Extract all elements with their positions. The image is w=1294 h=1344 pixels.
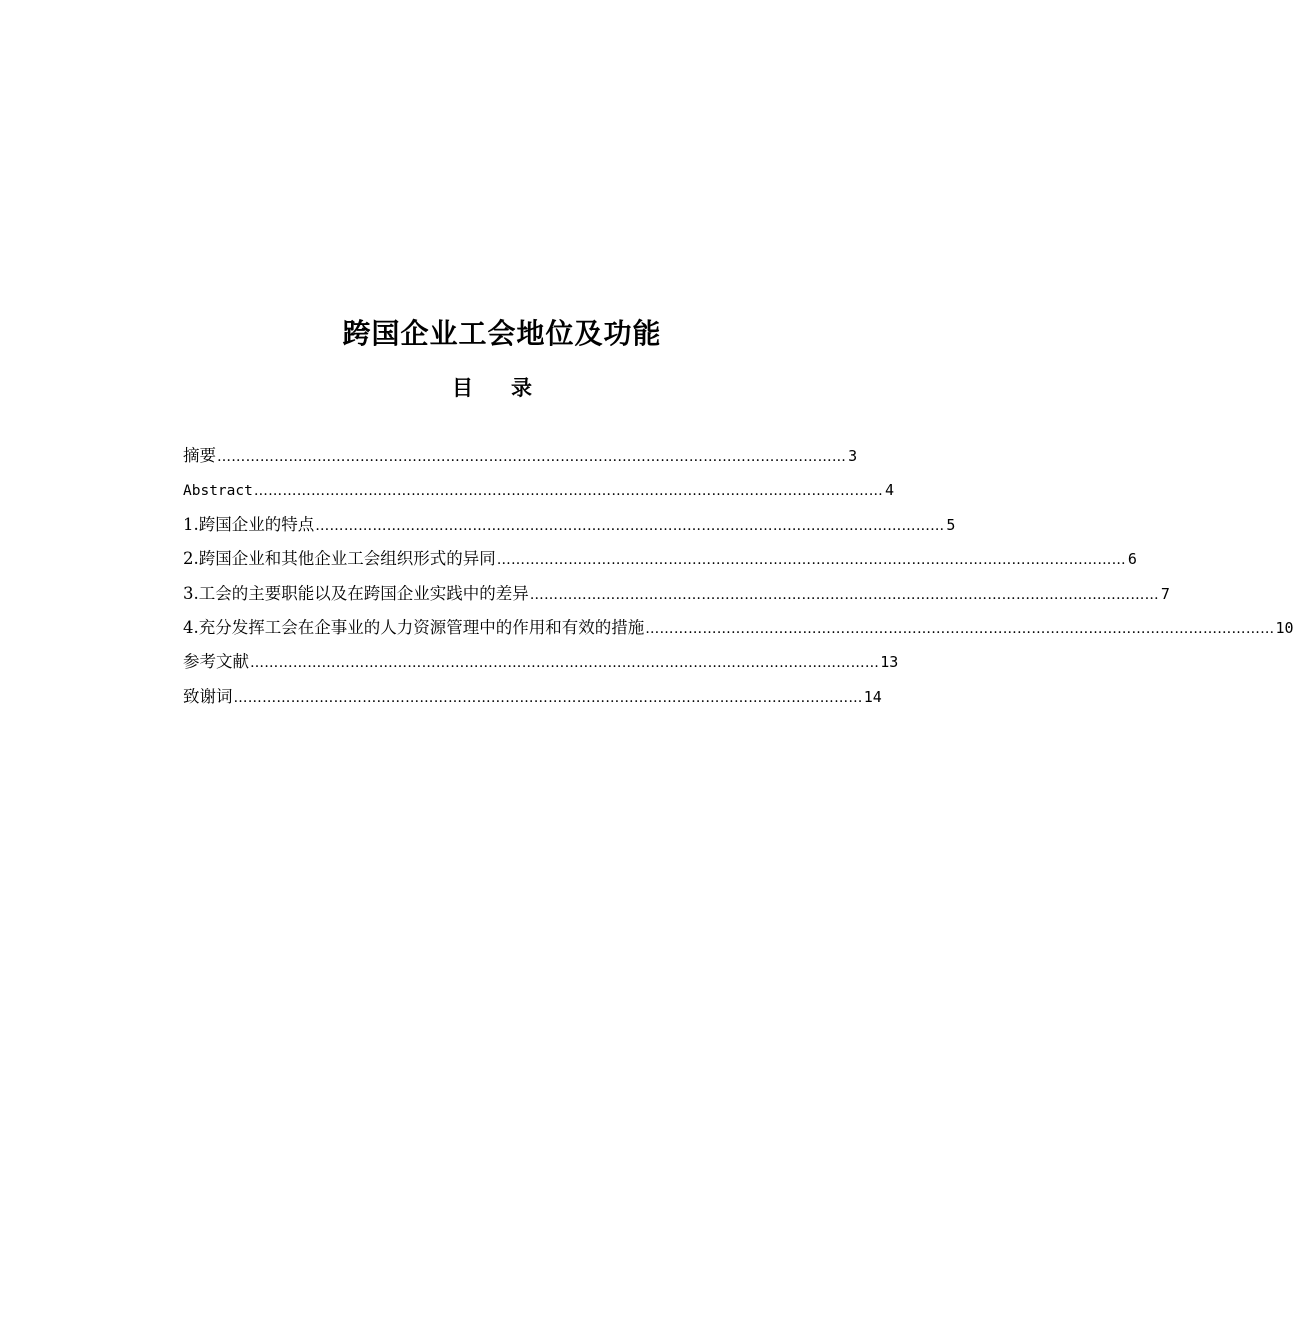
toc-leader-dots: …………………………………………………………………………………………………………………… <box>233 689 863 706</box>
toc-leader-dots: …………………………………………………………………………………………………………………… <box>217 449 847 465</box>
toc-leader-dots: …………………………………………………………………………………………………………………… <box>315 517 945 534</box>
toc-entry-abstract-en[interactable] <box>183 477 895 511</box>
toc-leader-dots: …………………………………………………………………………………………………………………… <box>250 655 880 672</box>
toc-entry-label: 摘要 <box>183 446 216 465</box>
toc-entry-label: 3.工会的主要职能以及在跨国企业实践中的差异 <box>183 583 529 603</box>
toc-page-number: 5 <box>946 515 956 534</box>
toc-page-number: 10 <box>1275 618 1294 637</box>
toc-page-number: 3 <box>848 447 858 465</box>
toc-entry-section-1[interactable] <box>183 512 956 546</box>
document-title: 跨国企业工会地位及功能 <box>342 317 662 350</box>
toc-leader-dots: …………………………………………………………………………………………………………………… <box>253 483 884 500</box>
toc-entry-label: 参考文献 <box>183 652 249 672</box>
toc-heading-char-1: 目 <box>452 376 473 400</box>
toc-entry-label: Abstract <box>183 483 253 500</box>
toc-entry-references[interactable] <box>183 649 899 683</box>
toc-entry-abstract-cn[interactable] <box>183 443 858 477</box>
toc-entry-label: 1.跨国企业的特点 <box>183 514 315 534</box>
toc-page-number: 6 <box>1127 550 1137 569</box>
toc-entry-label: 4.充分发挥工会在企事业的人力资源管理中的作用和有效的措施 <box>183 617 645 637</box>
toc-entry-label: 2.跨国企业和其他企业工会组织形式的异同 <box>183 549 496 569</box>
toc-entry-section-2[interactable] <box>183 546 1137 580</box>
toc-leader-dots: …………………………………………………………………………………………………………………… <box>496 552 1126 569</box>
table-of-contents <box>183 443 1294 718</box>
toc-page-number: 7 <box>1160 584 1170 603</box>
toc-entry-acknowledgements[interactable] <box>183 684 882 718</box>
toc-entry-section-3[interactable] <box>183 581 1170 615</box>
toc-page-number: 13 <box>880 653 899 672</box>
toc-page-number: 4 <box>885 481 895 500</box>
toc-leader-dots: …………………………………………………………………………………………………………………… <box>529 586 1159 603</box>
toc-heading <box>452 372 552 402</box>
toc-entry-label: 致谢词 <box>183 686 233 706</box>
toc-page-number: 14 <box>863 687 882 706</box>
toc-leader-dots: …………………………………………………………………………………………………………………… <box>645 620 1275 637</box>
toc-entry-section-4[interactable] <box>183 615 1294 649</box>
toc-heading-char-2: 录 <box>511 376 532 400</box>
